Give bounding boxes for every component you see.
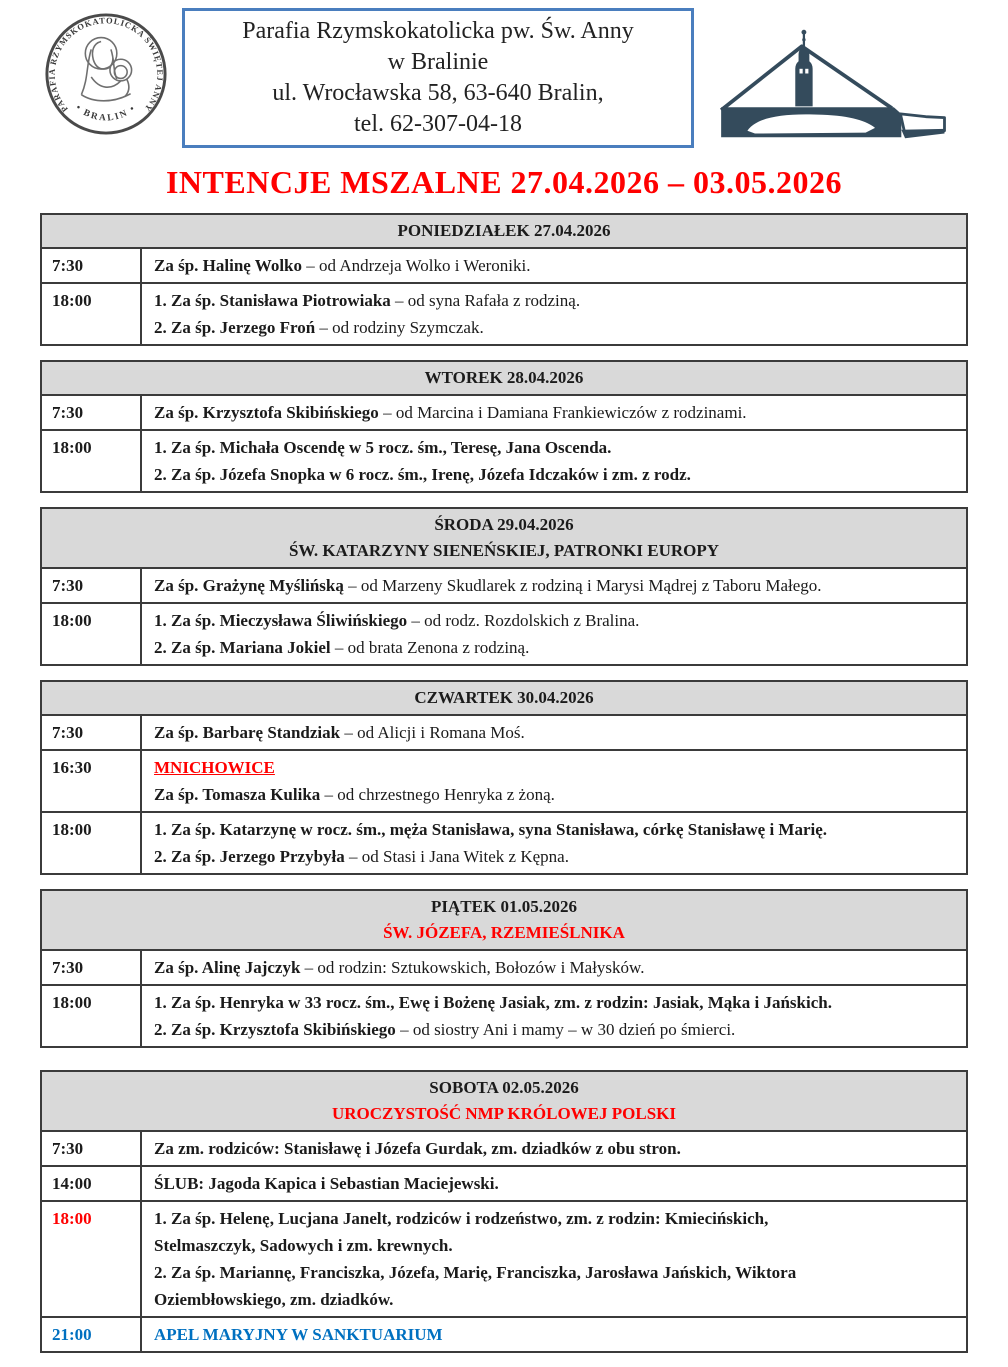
- intention-text: Oziembłowskiego, zm. dziadków.: [154, 1290, 394, 1309]
- intention-text: 2. Za śp. Jerzego Froń: [154, 318, 316, 337]
- intention-text: – od rodziny Szymczak.: [315, 318, 484, 337]
- mass-time-cell: 18:00: [42, 813, 142, 873]
- intention-text: 1. Za śp. Mieczysława Śliwińskiego: [154, 611, 408, 630]
- intention-text: Za śp. Barbarę Standziak: [154, 723, 341, 742]
- day-header: [42, 509, 966, 567]
- day-subtitle: UROCZYSTOŚĆ NMP KRÓLOWEJ POLSKI: [332, 1104, 676, 1123]
- mass-row: [42, 714, 966, 749]
- mass-row: [42, 984, 966, 1046]
- intention-text: 2. Za śp. Józefa Snopka w 6 rocz. śm., Irenę, Józefa Idczaków i zm. z rodz.: [154, 465, 691, 484]
- intention-line: [154, 1259, 958, 1286]
- intention-text: MNICHOWICE: [154, 758, 275, 777]
- mass-time-cell: 18:00: [42, 431, 142, 491]
- intention-line: [154, 634, 958, 661]
- mass-time-cell: 7:30: [42, 396, 142, 429]
- intention-line: [154, 754, 958, 781]
- intention-line: [154, 1170, 958, 1197]
- mass-row: [42, 1200, 966, 1316]
- intention-line: [154, 1286, 958, 1313]
- mass-intention-cell: [142, 951, 966, 984]
- intention-text: – od brata Zenona z rodziną.: [330, 638, 530, 657]
- page-title: INTENCJE MSZALNE 27.04.2026 – 03.05.2026: [165, 164, 843, 200]
- mass-intention-cell: [142, 249, 966, 282]
- intention-text: 2. Za śp. Mariannę, Franciszka, Józefa, Marię, Franciszka, Jarosława Jańskich, Wiktora: [154, 1263, 797, 1282]
- intention-text: Za śp. Krzysztofa Skibińskiego: [154, 403, 379, 422]
- address-line: ul. Wrocławska 58, 63-640 Bralin,: [272, 80, 604, 106]
- intention-line: [154, 1232, 958, 1259]
- day-table-sroda: [40, 507, 968, 666]
- mass-intention-cell: [142, 986, 966, 1046]
- intention-text: – od rodz. Rozdolskich z Bralina.: [407, 611, 640, 630]
- mass-row: [42, 1130, 966, 1165]
- mass-time-cell: 14:00: [42, 1167, 142, 1200]
- mass-row: [42, 811, 966, 873]
- intention-line: [154, 314, 958, 341]
- mass-row: [42, 429, 966, 491]
- day-table-sobota: [40, 1070, 968, 1353]
- intention-line: [154, 461, 958, 488]
- mass-time-cell: 7:30: [42, 951, 142, 984]
- day-header: [42, 891, 966, 949]
- mass-intentions-tables: [40, 213, 968, 1353]
- intention-text: – od Marzeny Skudlarek z rodziną i Marysi Mądrej z Taboru Małego.: [343, 576, 822, 595]
- mass-row: [42, 602, 966, 664]
- intention-line: [154, 954, 958, 981]
- intention-line: [154, 719, 958, 746]
- day-title: WTOREK 28.04.2026: [424, 368, 584, 387]
- intention-text: – od syna Rafała z rodziną.: [390, 291, 581, 310]
- mass-intention-cell: [142, 751, 966, 811]
- intention-text: Stelmaszczyk, Sadowych i zm. krewnych.: [154, 1236, 453, 1255]
- mass-row: [42, 282, 966, 344]
- intention-text: Za zm. rodziców: Stanisławę i Józefa Gurdak, zm. dziadków z obu stron.: [154, 1139, 681, 1158]
- intention-line: [154, 252, 958, 279]
- intention-text: APEL MARYJNY W SANKTUARIUM: [154, 1325, 443, 1344]
- intention-text: – od chrzestnego Henryka z żoną.: [320, 785, 555, 804]
- seal-ring-text-top: PARAFIA RZYMSKOKATOLICKA ŚWIĘTEJ ANNY: [46, 15, 166, 115]
- mass-intention-cell: [142, 1132, 966, 1165]
- intention-text: ŚLUB: Jagoda Kapica i Sebastian Maciejewski.: [154, 1174, 499, 1193]
- day-title: PIĄTEK 01.05.2026: [431, 897, 577, 916]
- parish-address-box: [182, 8, 694, 148]
- day-title: ŚRODA 29.04.2026: [434, 515, 574, 534]
- day-table-piatek: [40, 889, 968, 1048]
- church-illustration: [704, 20, 956, 142]
- parish-seal-logo: [42, 10, 170, 138]
- intention-line: [154, 1016, 958, 1043]
- seal-ring-text-bottom: • BRALIN •: [73, 103, 139, 124]
- mass-intention-cell: [142, 431, 966, 491]
- intention-line: [154, 287, 958, 314]
- mass-intention-cell: [142, 284, 966, 344]
- intention-line: [154, 572, 958, 599]
- day-table-wtorek: [40, 360, 968, 493]
- intention-text: Za śp. Tomasza Kulika: [154, 785, 321, 804]
- intention-text: – od Andrzeja Wolko i Weroniki.: [302, 256, 531, 275]
- intention-text: 1. Za śp. Katarzynę w rocz. śm., męża Stanisława, syna Stanisława, córkę Stanisławę i Marię.: [154, 820, 828, 839]
- intention-text: – od Stasi i Jana Witek z Kępna.: [344, 847, 569, 866]
- mass-time-cell: 16:30: [42, 751, 142, 811]
- mass-intention-cell: [142, 813, 966, 873]
- mass-time-cell: 18:00: [42, 284, 142, 344]
- mass-row: [42, 567, 966, 602]
- intention-text: 1. Za śp. Henryka w 33 rocz. śm., Ewę i Bożenę Jasiak, zm. z rodzin: Jasiak, Mąka i Jańskich.: [154, 993, 832, 1012]
- intention-text: 2. Za śp. Krzysztofa Skibińskiego: [154, 1020, 396, 1039]
- mass-time-cell: 18:00: [42, 604, 142, 664]
- day-title: SOBOTA 02.05.2026: [429, 1078, 579, 1097]
- day-header: [42, 1072, 966, 1130]
- mass-time-cell: 7:30: [42, 569, 142, 602]
- mass-intention-cell: [142, 569, 966, 602]
- intention-line: [154, 399, 958, 426]
- mass-row: [42, 1165, 966, 1200]
- day-table-poniedzialek: [40, 213, 968, 346]
- mass-intention-cell: [142, 1167, 966, 1200]
- intention-text: Za śp. Halinę Wolko: [154, 256, 303, 275]
- address-line: w Bralinie: [387, 49, 489, 75]
- mass-row: [42, 749, 966, 811]
- mass-intention-cell: [142, 716, 966, 749]
- intention-text: – od Marcina i Damiana Frankiewiczów z rodzinami.: [378, 403, 747, 422]
- mass-row: [42, 1316, 966, 1351]
- intention-text: 2. Za śp. Jerzego Przybyła: [154, 847, 345, 866]
- mass-time-cell: 7:30: [42, 1132, 142, 1165]
- intention-line: [154, 1135, 958, 1162]
- intention-line: [154, 989, 958, 1016]
- intention-text: Za śp. Grażynę Myślińską: [154, 576, 344, 595]
- mass-row: [42, 394, 966, 429]
- intention-line: [154, 1205, 958, 1232]
- mass-row: [42, 949, 966, 984]
- intention-line: [154, 843, 958, 870]
- intention-text: – od siostry Ani i mamy – w 30 dzień po śmierci.: [395, 1020, 736, 1039]
- intention-line: [154, 607, 958, 634]
- intention-line: [154, 434, 958, 461]
- day-header: [42, 362, 966, 394]
- document-header: [0, 0, 1008, 148]
- intention-text: 1. Za śp. Helenę, Lucjana Janelt, rodziców i rodzeństwo, zm. z rodzin: Kmiecińskich,: [154, 1209, 769, 1228]
- mass-intention-cell: [142, 1202, 966, 1316]
- intention-text: Za śp. Alinę Jajczyk: [154, 958, 301, 977]
- mass-time-cell: 7:30: [42, 249, 142, 282]
- day-subtitle: ŚW. KATARZYNY SIENEŃSKIEJ, PATRONKI EUROPY: [288, 541, 720, 560]
- day-header: [42, 682, 966, 714]
- mass-time-cell: 21:00: [42, 1318, 142, 1351]
- mass-time-cell: 18:00: [42, 986, 142, 1046]
- day-subtitle: ŚW. JÓZEFA, RZEMIEŚLNIKA: [383, 923, 625, 942]
- mass-time-cell: 18:00: [42, 1202, 142, 1316]
- intention-text: – od Alicji i Romana Moś.: [340, 723, 525, 742]
- day-title: CZWARTEK 30.04.2026: [414, 688, 594, 707]
- intention-line: [154, 816, 958, 843]
- address-line: Parafia Rzymskokatolicka pw. Św. Anny: [242, 18, 634, 44]
- address-line: tel. 62-307-04-18: [354, 111, 522, 137]
- mass-intention-cell: [142, 604, 966, 664]
- intention-line: [154, 781, 958, 808]
- day-table-czwartek: [40, 680, 968, 875]
- intention-text: – od rodzin: Sztukowskich, Bołozów i Małysków.: [300, 958, 645, 977]
- intention-text: 1. Za śp. Stanisława Piotrowiaka: [154, 291, 391, 310]
- mass-intention-cell: [142, 396, 966, 429]
- intention-text: 2. Za śp. Mariana Jokiel: [154, 638, 331, 657]
- mass-row: [42, 247, 966, 282]
- mass-time-cell: 7:30: [42, 716, 142, 749]
- mass-intention-cell: [142, 1318, 966, 1351]
- intention-text: 1. Za śp. Michała Oscendę w 5 rocz. śm., Teresę, Jana Oscenda.: [154, 438, 612, 457]
- day-header: [42, 215, 966, 247]
- day-title: PONIEDZIAŁEK 27.04.2026: [397, 221, 611, 240]
